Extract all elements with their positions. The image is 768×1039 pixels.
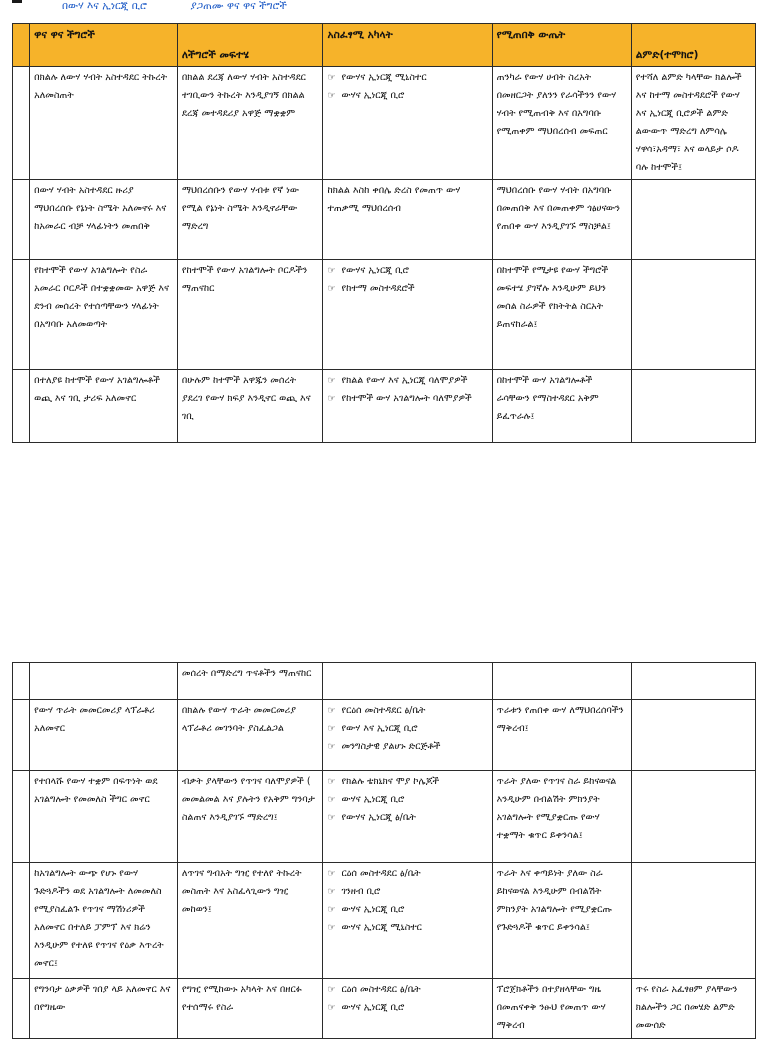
header-solutions: ለችግሮች መፍተሄ [177,24,323,67]
problems-table-2 [12,662,756,1039]
row-index-cell [13,700,30,771]
result-cell: ጥራቱን የጠበቀ ውሃ ለማህበረሰባችን ማቅረብ፤ [492,700,631,771]
table-row [13,67,756,180]
table-row [13,863,756,979]
row-index-cell [13,67,30,180]
experience-cell: ጥሩ የስራ አፈፃፀም ያላቸውን ክልሎችን ጋር በመሄድ ልምድ መውሰድ [631,979,755,1039]
experience-cell [631,700,755,771]
actor-item: ☞ ውሃና ኢነርጂ ቢሮ [327,87,487,105]
experience-cell [631,771,755,863]
experience-cell [631,180,755,260]
row-index-cell [13,771,30,863]
table-header-row [13,24,756,67]
solution-cell: የከተሞች የውሃ አገልግሎት ቦርዶችን ማጠናከር [177,260,323,370]
solution-cell: በሁሉም ከተሞች አዋጁን መሰረት ያደረገ የውሃ ክፍያ እንዲኖር ወጪ እና ገቢ [177,370,323,443]
actor-item: ☞ ውሃና ኢነርጂ ሚኒስተር [327,919,487,937]
result-cell: ጠንካራ የውሃ ሀብት ስረአት በመዘርጋት ያለንን የራሳችንን የውሃ ሃብት የሚጠብቅ እና በአግባቡ የሚጠቀም ማህበረሰብ መፍጠር [492,67,631,180]
actor-item: ☞ ውሃና ኢነርጂ ቢሮ [327,791,487,809]
table-row [13,180,756,260]
table-row [13,663,756,700]
table-row [13,771,756,863]
top-rule [12,0,22,3]
actors-cell [323,700,492,771]
result-cell [492,663,631,700]
actors-cell [323,370,492,443]
solution-cell: ለጥገና ግብአት ግዢ የተለየ ትኩረት መስጠት እና አስፈላጊውን ግዢ መከወን፤ [177,863,323,979]
problem-cell [30,663,178,700]
actors-cell [323,67,492,180]
actors-cell: ከክልል እስከ ቀበሌ ድረስ የመጠጥ ውሃ ተጠቃሚ ማህበረሰብ [323,180,492,260]
solution-cell: መሰረት በማድረግ ጥናቶችን ማጠናከር [177,663,323,700]
row-index-cell [13,863,30,979]
breadcrumb-item-bureau: በውሃ እና ኢነርጂ ቢሮ [62,0,147,12]
table-row [13,370,756,443]
row-index-cell [13,180,30,260]
problem-cell: የከተሞች የውሃ አገልግሎት የስራ አመራር ቦርዶች በተቋቋመው አዋጅ እና ደንብ መሰረት የተሰጣቸውን ሃላፊነት በአግባቡ አለመወጣት [30,260,178,370]
table-row [13,979,756,1039]
actor-item: ☞ የውሃና ኢነርጂ ቢሮ [327,262,487,280]
actors-cell [323,863,492,979]
result-cell: ማህበረሰቡ የውሃ ሃብት በአግባቡ በመጠበቅ እና በመጠቀም ጎፅሀናውን የጠበቀ ውሃ እንዲያገኙ ማስቻል፤ [492,180,631,260]
actor-item: ☞ የክልል የውሃ እና ኢነርጂ ባለሞያዎች [327,372,487,390]
table-row [13,700,756,771]
result-cell: በከተሞች የሚታዩ የውሃ ችግሮች መፍተሄ ያገኛሉ እንዲሁም ይህን መሰል ስራዎች የክትትል ስርአት ይጠናከራል፤ [492,260,631,370]
result-cell: በከተሞች ውሃ አገልግሎቶች ራሳቸውን የማስተዳደር አቅም ይፈጥራሉ፤ [492,370,631,443]
row-index-cell [13,979,30,1039]
experience-cell [631,663,755,700]
problem-cell: በክልሉ ለውሃ ሃብት አስተዳደር ትኩረት አለመስጠት [30,67,178,180]
actors-cell [323,979,492,1039]
result-cell: ፕሮጀክቶችን በተያዘላቸው ግዜ በመጠናቀቅ ንፁህ የመጠጥ ውሃ ማቅረብ [492,979,631,1039]
actors-cell [323,260,492,370]
actors-cell [323,771,492,863]
actor-item: ☞ የውሃና ኢነርጂ ፅ/ቤት [327,809,487,827]
problem-cell: የግንባታ ዕቃዎች ገበያ ላይ አለመኖር እና በየግዜው [30,979,178,1039]
actor-item: ☞ ርዕሰ መስተዳደር ፅ/ቤት [327,981,487,999]
actor-item: ☞ ውሃና ኢነርጂ ቢሮ [327,901,487,919]
actor-item: ☞ የክልሉ ቴክኒክና ሞያ ኮሌጆች [327,773,487,791]
actor-item: ☞ ገንዘብ ቢሮ [327,883,487,901]
row-index-cell [13,370,30,443]
experience-cell: የተሻለ ልምድ ካላቸው ክልሎች እና ከተማ መስተዳደሮች የውሃ እና ኢነርጂ ቢሮዎች ልምድ ልውውጥ ማድረግ ለምሳሌ ሃዋሳ፣አዳማ፣ እና ወላይታ ሶዶ ባሉ ከተሞች፤ [631,67,755,180]
problem-cell: የተበላሹ የውሃ ተቋም በፍጥነት ወደ አገልግሎት የመመለስ ችግር መኖር [30,771,178,863]
solution-cell: ማህበረሰቡን የውሃ ሃብቱ የኛ ነው የሚል የኔነት ስሜት እንዲኖራቸው ማድረግ [177,180,323,260]
actor-item: ☞ ውሃና ኢነርጂ ቢሮ [327,999,487,1017]
actor-item: ☞ የርዕሰ መስተዳደር ፅ/ቤት [327,702,487,720]
actors-cell [323,663,492,700]
solution-cell: ብቃት ያላቸውን የጥገና ባለሞያዎች ( መመልመል እና ያሉትን የአቅም ግንባታ ስልጠና እንዲያገኙ ማድረግ፤ [177,771,323,863]
breadcrumb [62,0,327,13]
header-problems: ዋና ዋና ችግሮች [30,24,178,67]
solution-cell: የግዢ የሚከውኑ አካላት እና በዘርፉ የተሰማሩ የስራ [177,979,323,1039]
actor-item: ☞ የውሃና ኢነርጂ ሚኒስተር [327,69,487,87]
header-actors: አስፈፃሚ አካላት [323,24,492,67]
header-experience: ልምድ(ተሞክሮ) [631,24,755,67]
experience-cell [631,260,755,370]
result-cell: ጥራት ያለው የጥገና ስራ ይከናወናል እንዲሁም በብልሽት ምክንያት አገልግሎት የሚያቋርጡ የውሃ ተቋማት ቁጥር ይቀንሳል፤ [492,771,631,863]
actor-item: ☞ የከተሞች ውሃ አገልግሎት ባለሞያዎች [327,390,487,408]
result-cell: ጥራት እና ቀጣይነት ያለው ስራ ይከናወናል እንዲሁም በብልሽት ምክንያት አገልግሎት የሚያቋርጡ የጉድጓዶች ቁጥር ይቀንሳል፤ [492,863,631,979]
problems-table-1 [12,23,756,443]
header-index [13,24,30,67]
experience-cell [631,370,755,443]
solution-cell: በክልል ደረጃ ለውሃ ሃብት አስተዳደር ተገቢውን ትኩረት እንዲያገኝ በክልል ደረጃ መተዳደሪያ አዋጅ ማቋቋም [177,67,323,180]
actor-item: ☞ መንግስታዊ ያልሆኑ ድርጅቶች [327,738,487,756]
problem-cell: ከአገልግሎት ውጭ የሆኑ የውሃ ጉድጓዶችን ወደ አገልግሎት ለመመለስ የሚያስፈልጉ የጥገና ማሽነሪዎች አለመኖር በተለይ ፓምፕ እና ክሬን እንዲሁም የተለዩ የጥገና የዕቃ እጥረት መኖር፤ [30,863,178,979]
experience-cell [631,863,755,979]
actor-item: ☞ ርዕሰ መስተዳደር ፅ/ቤት [327,865,487,883]
row-index-cell [13,260,30,370]
solution-cell: በክልሉ የውሃ ጥራት መመርመሪያ ላፕራቶሪ መገንባት ያስፈልጋል [177,700,323,771]
row-index-cell [13,663,30,700]
problem-cell: የውሃ ጥራት መመርመሪያ ላፕራቶሪ አለመኖር [30,700,178,771]
actor-item: ☞ የውሃ እና ኢነርጂ ቢሮ [327,720,487,738]
table-row [13,260,756,370]
actor-item: ☞ የከተማ መስተዳደሮች [327,280,487,298]
problem-cell: በተለያዩ ከተሞች የውሃ አገልግሎቶች ወጪ እና ገቢ ታሪፍ አለመኖር [30,370,178,443]
problem-cell: በውሃ ሃብት አስተዳደር ዙሪያ ማህበረሰቡ የኔነት ስሜት አለመኖሩ እና ከአመራር ብቻ ሃላፊነትን መጠበቅ [30,180,178,260]
header-expected-result: የሚጠበቅ ውጤት [492,24,631,67]
breadcrumb-item-problems: ያጋጠሙ ዋና ዋና ችግሮች [190,0,287,12]
